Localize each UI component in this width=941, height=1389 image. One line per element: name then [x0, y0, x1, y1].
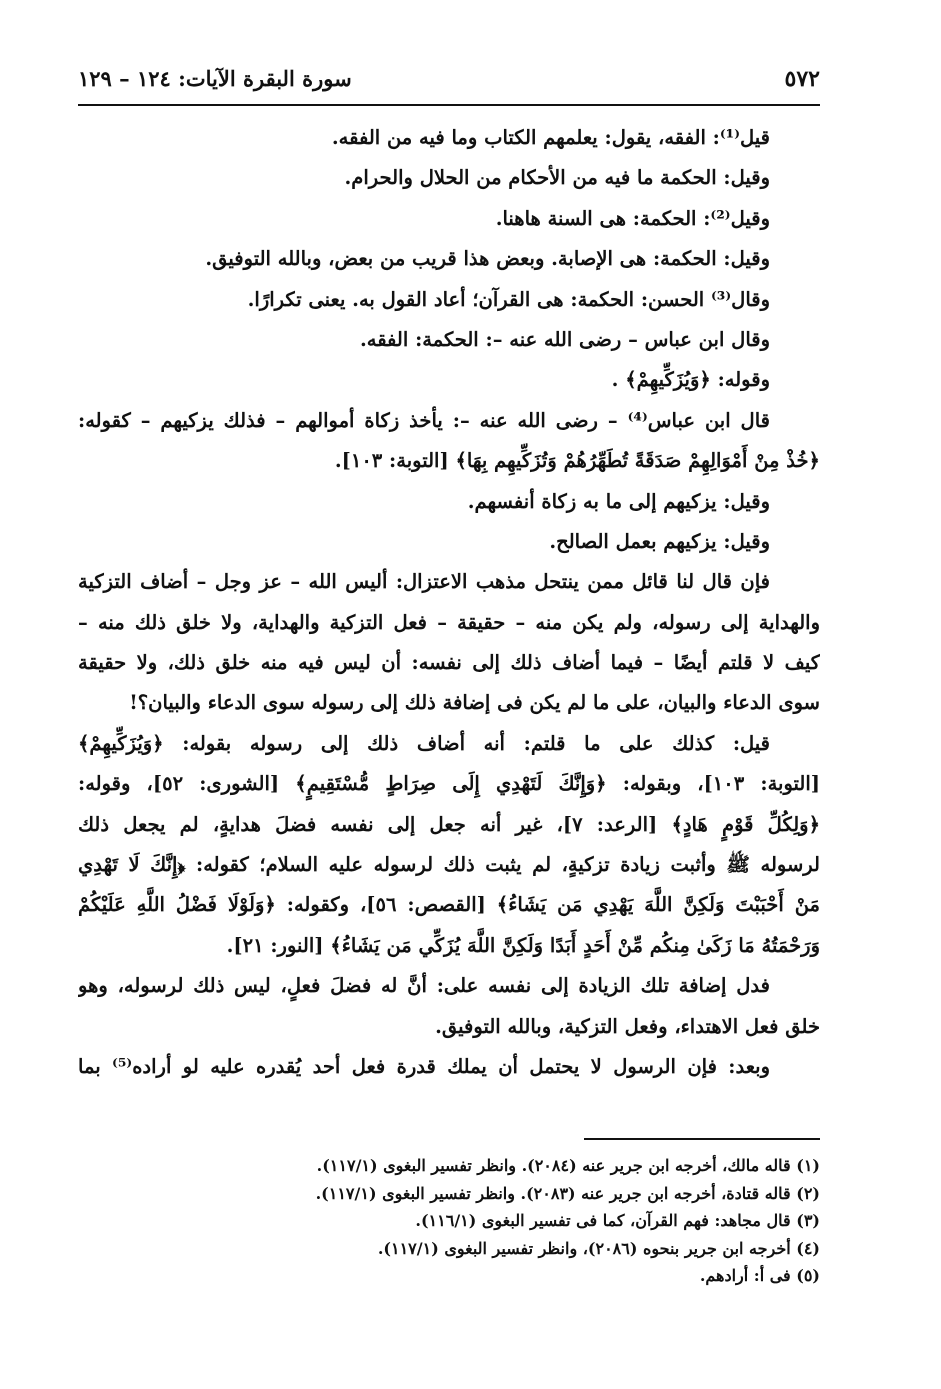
footnote: (١) قاله مالك، أخرجه ابن جرير عنه (٢٠٨٤). وانظر تفسير البغوى (١١٧/١).: [316, 1156, 820, 1175]
text-line: فدل إضافة تلك الزيادة إلى نفسه على: أنَّ له فضلَ فعلٍ، ليس ذلك لرسوله، وهو: [78, 974, 770, 998]
text-line: قيل: كذلك على ما قلتم: أنه أضاف ذلك إلى رسوله بقوله: ﴿وَيُزَكِّيهِمْ﴾: [78, 731, 770, 755]
footnote: (٣) قال مجاهد: فهم القرآن، كما فى تفسير البغوى (١١٦/١).: [415, 1211, 820, 1231]
text-line: وَرَحْمَتُهُ مَا زَكَىٰ مِنكُم مِّنْ أَحَدٍ أَبَدًا وَلَكِنَّ اللَّهَ يُزَكِّي مَن يَشَاءُ﴾ [النور: ٢١].: [226, 933, 820, 957]
footnote: (٤) أخرجه ابن جرير بنحوه (٢٠٨٦)، وانظر تفسير البغوى (١١٧/١).: [377, 1238, 820, 1258]
footnote: (٢) قاله قتادة، أخرجه ابن جرير عنه (٢٠٨٣). وانظر تفسير البغوى (١١٧/١).: [315, 1183, 820, 1203]
text-line: ﴿وَلِكُلِّ قَوْمٍ هَادٍ﴾ [الرعد: ٧]، غير أنه جعل إلى نفسه فضلَ هدايةٍ، لم يجعل ذلك: [78, 812, 820, 836]
text-line: والهداية إلى رسوله، ولم يكن منه – حقيقة – فعل التزكية والهداية، ولا خلق ذلك منه –: [78, 610, 820, 634]
text-line: وقيل⁽²⁾: الحكمة: هى السنة هاهنا.: [495, 206, 770, 230]
text-line: وقال ابن عباس – رضى الله عنه –: الحكمة: الفقه.: [359, 327, 770, 351]
text-line: ﴿خُذْ مِنْ أَمْوَالِهِمْ صَدَقَةً تُطَهِّرُهُمْ وَتُزَكِّيهِم بِهَا﴾ [التوبة: ١٠٣].: [334, 449, 820, 473]
text-line: سوى الدعاء والبيان، على ما لم يكن فى إضافة ذلك إلى رسوله سوى الدعاء والبيان؟!: [129, 691, 820, 715]
text-line: قال ابن عباس⁽⁴⁾ – رضى الله عنه –: يأخذ زكاة أموالهم – فذلك يزكيهم – كقوله:: [78, 408, 770, 432]
footnote-rule: [584, 1138, 820, 1140]
text-line: وقال⁽³⁾ الحسن: الحكمة: هى القرآن؛ أعاد القول به. يعنى تكرارًا.: [247, 287, 770, 311]
text-line: لرسوله ﷺ وأثبت زيادة تزكيةٍ، لم يثبت ذلك لرسوله عليه السلام؛ كقوله: ﴿إِنَّكَ لَا تَهْدِي: [78, 853, 820, 877]
main-text: [78, 118, 820, 1087]
text-line: كيف لا قلتم أيضًا – فيما أضاف ذلك إلى نفسه: أن ليس فيه منه خلق ذلك، ولا حقيقة: [78, 651, 820, 675]
text-line: فإن قال لنا قائل ممن ينتحل مذهب الاعتزال: أليس الله – عز وجل – أضاف التزكية: [78, 570, 770, 594]
running-header: [78, 66, 820, 100]
running-title: سورة البقرة الآيات: ١٢٤ – ١٢٩: [78, 66, 352, 91]
text-line: وبعد: فإن الرسول لا يحتمل أن يملك قدرة فعل أحد يُقدره عليه لو أراده⁽⁵⁾ بما: [78, 1054, 770, 1078]
text-line: [التوبة: ١٠٣]، وبقوله: ﴿وَإِنَّكَ لَتَهْدِي إِلَى صِرَاطٍ مُّسْتَقِيمٍ﴾ [الشورى: ٥٢]، وقوله:: [78, 772, 820, 796]
text-line: وقوله: ﴿وَيُزَكِّيهِمْ﴾ .: [611, 368, 770, 392]
page-number: ٥٧٢: [784, 66, 820, 92]
text-line: وقيل: يزكيهم إلى ما به زكاة أنفسهم.: [467, 489, 770, 513]
text-line: قيل⁽¹⁾: الفقه، يقول: يعلمهم الكتاب وما فيه من الفقه.: [331, 126, 770, 149]
text-line: مَنْ أَحْبَبْتَ وَلَكِنَّ اللَّهَ يَهْدِي مَن يَشَاءُ﴾ [القصص: ٥٦]، وكقوله: ﴿وَلَوْلَا فَضْلُ اللَّهِ عَلَيْكُمْ: [78, 893, 820, 917]
text-line: وقيل: الحكمة: هى الإصابة. وبعض هذا قريب من بعض، وبالله التوفيق.: [205, 247, 770, 271]
text-line: خلق فعل الاهتداء، وفعل التزكية، وبالله التوفيق.: [435, 1014, 820, 1038]
footnotes: [78, 1152, 820, 1290]
footnote: (٥) فى أ: أرادهم.: [699, 1266, 820, 1286]
header-rule: [78, 104, 820, 106]
text-line: وقيل: الحكمة ما فيه من الأحكام من الحلال والحرام.: [344, 166, 770, 190]
text-line: وقيل: يزكيهم بعمل الصالح.: [549, 529, 770, 553]
